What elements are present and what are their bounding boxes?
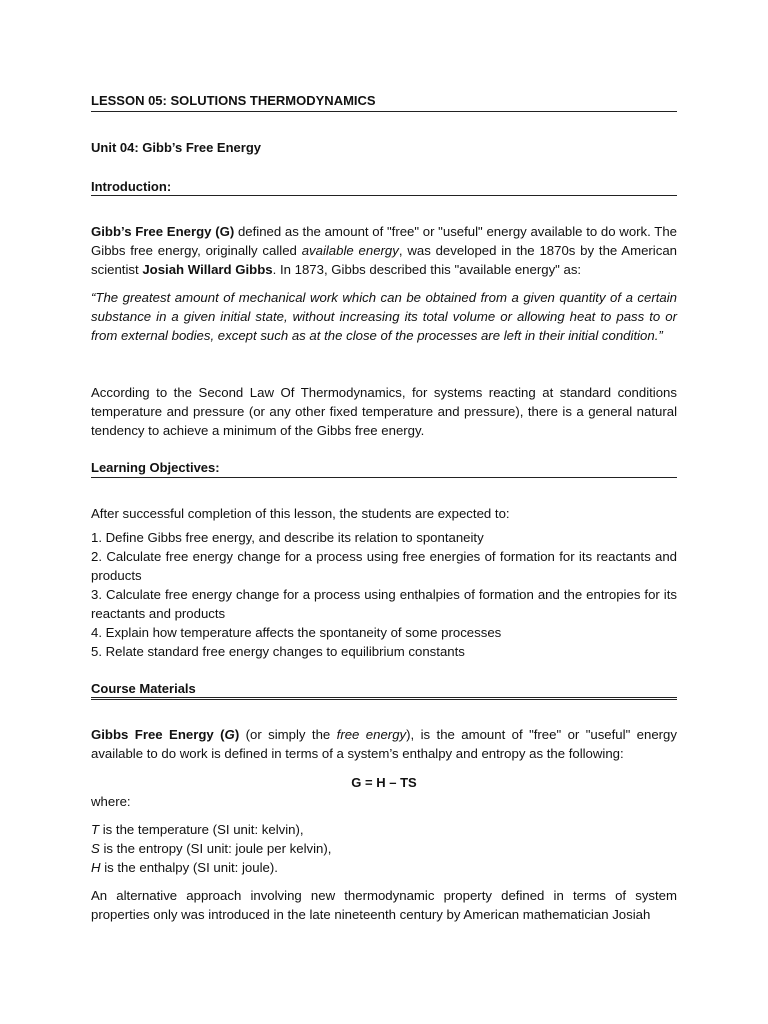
lesson-title-block (91, 93, 677, 109)
introduction-rule (91, 195, 677, 196)
objective-item: 1. Define Gibbs free energy, and describe its relation to spontaneity (91, 530, 484, 545)
available-energy-term: available energy (301, 243, 399, 258)
definition-text: is the entropy (SI unit: joule per kelvin), (99, 841, 332, 856)
free-energy-term-close: ) (234, 727, 240, 742)
gibbs-quote: “The greatest amount of mechanical work which can be obtained from a given quantity of a certain substance in a given initial state, without increasing its total volume or allowing heat to pass to or from external bodies, except such as at the close of the processes are left in their initial condition.” (91, 290, 677, 343)
objective-item: 4. Explain how temperature affects the spontaneity of some processes (91, 625, 502, 640)
objectives-rule (91, 477, 677, 478)
definition-line (91, 839, 677, 858)
free-energy-italic: free energy (336, 727, 407, 742)
gibbs-name: Josiah Willard Gibbs (142, 262, 273, 277)
symbol-h: H (91, 860, 101, 875)
g-symbol: G (224, 727, 235, 742)
where-label: where: (91, 794, 131, 809)
unit-title: Unit 04: Gibb’s Free Energy (91, 140, 262, 155)
definition-text: is the enthalpy (SI unit: joule). (100, 860, 278, 875)
introduction-paragraph (91, 222, 677, 279)
cm-text-1: (or simply the (239, 727, 337, 742)
objective-item: 5. Relate standard free energy changes to equilibrium constants (91, 644, 465, 659)
free-energy-term: Gibbs Free Energy ( (91, 727, 225, 742)
lesson-title-rule (91, 111, 677, 112)
gibbs-formula: G = H – TS (351, 775, 417, 790)
free-energy-paragraph (91, 725, 677, 763)
objective-item: 2. Calculate free energy change for a process using free energies of formation for its reactants and products (91, 549, 677, 583)
cm-text-2: ), is the amount of "free" or "useful" energy available to do work is defined in terms of a system’s enthalpy and entropy as the following: (91, 727, 677, 761)
objectives-list (91, 528, 677, 661)
second-law-paragraph: According to the Second Law Of Thermodynamics, for systems reacting at standard conditions temperature and pressure (or any other fixed temperature and pressure), there is a general natural tendency to achieve a minimum of the Gibbs free energy. (91, 385, 677, 438)
objectives-intro: After successful completion of this lesson, the students are expected to: (91, 506, 510, 521)
gibbs-term: Gibb’s Free Energy (G) (91, 224, 235, 239)
alternative-approach-paragraph: An alternative approach involving new thermodynamic property defined in terms of system properties only was introduced in the late nineteenth century by American mathematician Josiah (91, 888, 677, 922)
course-materials-rule (91, 697, 677, 700)
symbol-t: T (91, 822, 100, 837)
introduction-heading: Introduction: (91, 179, 172, 194)
intro-text-3: . In 1873, Gibbs described this "available energy" as: (272, 262, 582, 277)
lesson-title: LESSON 05: SOLUTIONS THERMODYNAMICS (91, 93, 376, 108)
definition-text: is the temperature (SI unit: kelvin), (99, 822, 304, 837)
definition-line (91, 820, 677, 839)
symbol-s: S (91, 841, 100, 856)
definition-line (91, 858, 677, 877)
objective-item: 3. Calculate free energy change for a process using enthalpies of formation and the entropies for its reactants and products (91, 587, 677, 621)
objectives-heading: Learning Objectives: (91, 460, 220, 475)
course-materials-heading: Course Materials (91, 681, 196, 696)
intro-text-1: defined as the amount of "free" or "useful" energy available to do work. The Gibbs free energy, originally called (91, 224, 677, 258)
intro-text-2: , was developed in the 1870s by the American scientist (91, 243, 678, 277)
